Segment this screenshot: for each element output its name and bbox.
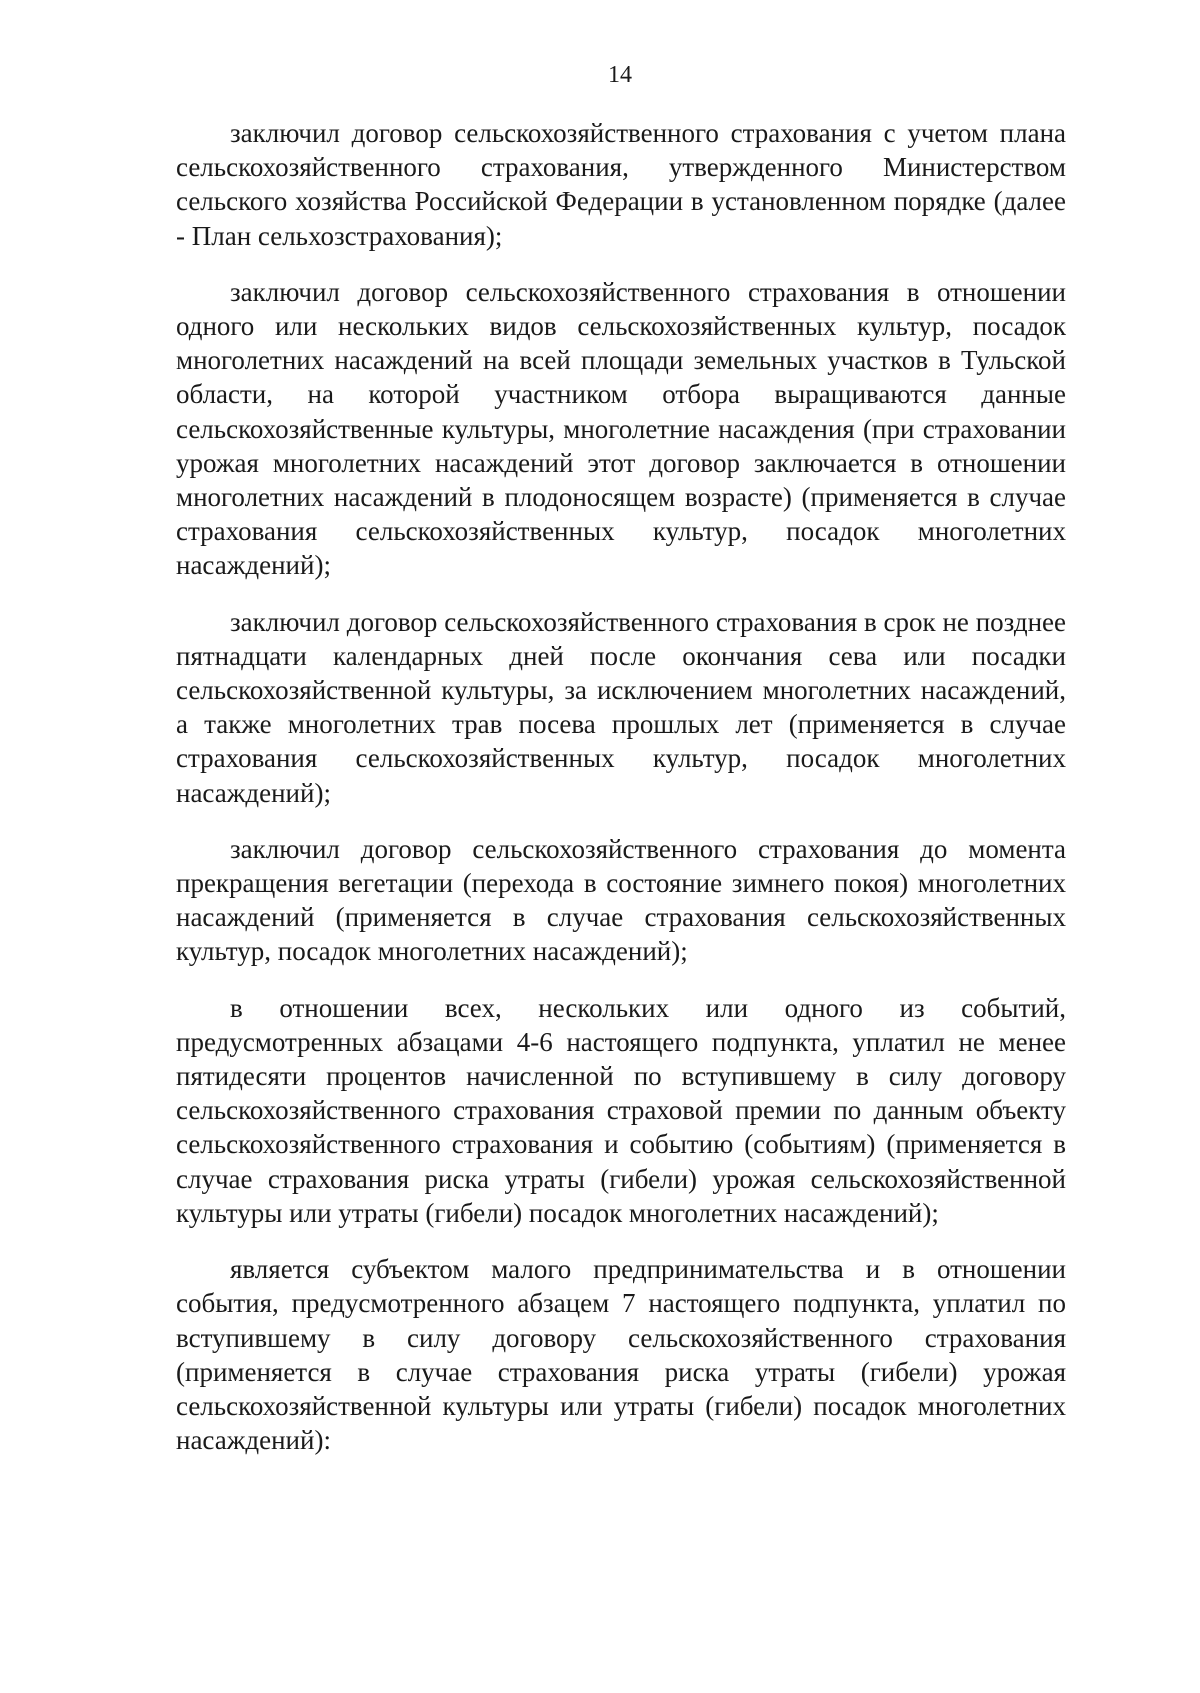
- page-number: 14: [608, 62, 632, 88]
- paragraph: является субъектом малого предпринимательства и в отношении события, предусмотренного абзацем 7 настоящего подпункта, уплатил по вступившему в силу договору сельскохозяйственного страхования (применяется в случае страхования риска утраты (гибели) урожая сельскохозяйственной культуры или утраты (гибели) посадок многолетних насаждений):: [176, 1254, 1066, 1456]
- paragraph: в отношении всех, нескольких или одного из событий, предусмотренных абзацами 4-6 настоящего подпункта, уплатил не менее пятидесяти процентов начисленной по вступившему в силу договору сельскохозяйственного страхования страховой премии по данным объекту сельскохозяйственного страхования и событию (событиям) (применяется в случае страхования риска утраты (гибели) урожая сельскохозяйственной культуры или утраты (гибели) посадок многолетних насаждений);: [176, 992, 1066, 1228]
- paragraph: заключил договор сельскохозяйственного страхования в срок не позднее пятнадцати календарных дней после окончания сева или посадки сельскохозяйственной культуры, за исключением многолетних насаждений, а также многолетних трав посева прошлых лет (применяется в случае страхования сельскохозяйственных культур, посадок многолетних насаждений);: [176, 606, 1066, 808]
- document-body: [176, 116, 1066, 1457]
- paragraph: заключил договор сельскохозяйственного страхования в отношении одного или нескольких видов сельскохозяйственных культур, посадок многолетних насаждений на всей площади земельных участков в Тульской области, на которой участником отбора выращиваются данные сельскохозяйственные культуры, многолетние насаждения (при страховании урожая многолетних насаждений этот договор заключается в отношении многолетних насаждений в плодоносящем возрасте) (применяется в случае страхования сельскохозяйственных культур, посадок многолетних насаждений);: [176, 276, 1066, 581]
- paragraph: заключил договор сельскохозяйственного страхования до момента прекращения вегетации (перехода в состояние зимнего покоя) многолетних насаждений (применяется в случае страхования сельскохозяйственных культур, посадок многолетних насаждений);: [176, 833, 1066, 967]
- paragraph: заключил договор сельскохозяйственного страхования с учетом плана сельскохозяйственного страхования, утвержденного Министерством сельского хозяйства Российской Федерации в установленном порядке (далее - План сельхозстрахования);: [176, 118, 1066, 251]
